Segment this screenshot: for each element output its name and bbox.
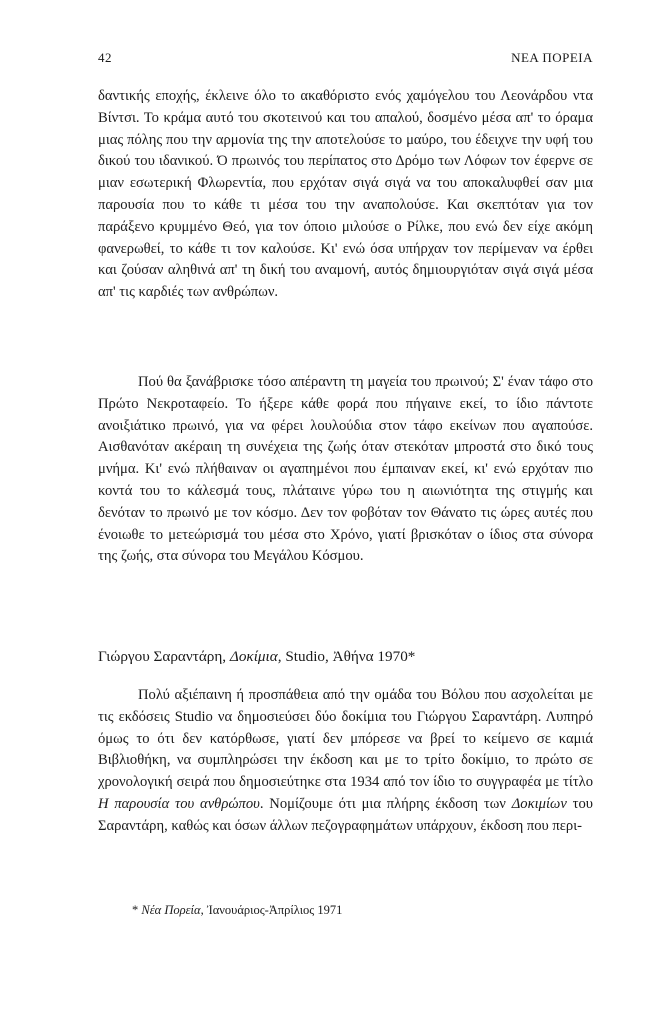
footnote-date: , Ἰανουάριος-Ἀπρίλιος 1971 [200, 903, 343, 917]
paragraph-3 [98, 685, 593, 838]
review-publication-info: Studio, Ἀθήνα 1970* [281, 648, 416, 665]
footnote-journal: Νέα Πορεία [141, 903, 201, 917]
paragraph-2: Πού θα ξανάβρισκε τόσο απέραντη τη μαγεία του πρωινού; Σ' έναν τάφο στο Πρώτο Νεκροταφείο. Το ήξερε κάθε φορά που πήγαινε εκεί, το ίδιο πάντοτε ανοιξιάτικο πρωινό, για να φέρει λουλούδια στον τάφο εκείνων που αγαπούσε. Αισθανόταν ακέραιη τη συνέχεια της ζωής όταν στεκόταν μπροστά στο δικό τους μνήμα. Κι' ενώ πλήθαιναν οι αγαπημένοι που έμπαιναν εκεί, κι' ενώ ερχόταν πιο κοντά του το κάλεσμά τους, πλάταινε γύρω του η αιωνιότητα της στιγμής και δενόταν το πρωινό με τον κόσμο. Δεν τον φοβόταν τον Θάνατο τις ώρες αυτές που ένοιωθε το μετεώρισμά του μέσα στο Χρόνο, γιατί βρισκόταν ο ίδιος στα σύνορα της ζωής, στα σύνορα του Μεγάλου Κόσμου. [98, 374, 593, 565]
review-book-title: Δοκίμια, [229, 648, 282, 665]
paragraph-3-title-1: Η παρουσία του ανθρώπου [98, 795, 260, 812]
paragraph-1: δαντικής εποχής, έκλεινε όλο το ακαθόριστο ενός χαμόγελου του Λεονάρδου ντα Βίντσι. Το κράμα αυτό του σκοτεινού και του απαλού, δοσμένο μέσα απ' το όραμα μιας πόλης που την αρμονία της την αποτελούσε το μαύρο, του έδειχνε την υφή του δικού του ιδανικού. Ό πρωινός του περίπατος στο Δρόμο των Λόφων τον έφερνε σε μιαν εσωτερική Φλωρεντία, που ερχόταν σιγά σιγά να του αποκαλυφθεί σαν μια παρουσία που το κάθε τι μέσα του την αναπολούσε. Και σκεπτόταν για τον παράξενο κρυμμένο Θεό, για τον όποιο μιλούσε ο Ρίλκε, που ενώ δεν είχε ακόμη φανερωθεί, το κάθε τι τον καλούσε. Κι' ενώ όσα υπήρχαν τον περίμεναν να έρθει και ζούσαν αληθινά απ' τη δική του αναμονή, αυτός δημιουργιόταν σιγά σιγά μέσα απ' τις καρδιές των ανθρώπων. [98, 88, 593, 301]
paragraph-3-text-1: Πολύ αξιέπαινη ή προσπάθεια από την ομάδα του Βόλου που ασχολείται με τις εκδόσεις Studio να δημοσιεύσει δύο δοκίμια του Γιώργου Σαραντάρη. Λυπηρό όμως το ότι δεν κατόρθωσε, γιατί δεν μπόρεσε να βρεί το κείμενο σε καμιά Βιβλιοθήκη, να συμπληρώσει την έκδοση και με το τρίτο δοκίμιο, το πρώτο σε χρονολογική σειρά που δημοσιεύτηκε στα 1934 από τον ίδιο το συγγραφέα με τίτλο [98, 687, 593, 791]
page-number: 42 [98, 50, 112, 65]
paragraph-2-block [98, 372, 593, 568]
review-heading [98, 648, 593, 666]
footnote [132, 903, 342, 918]
paragraph-1-block [98, 86, 593, 304]
paragraph-3-text-2: . Νομίζουμε ότι μια πλήρης έκδοση των [259, 795, 512, 812]
paragraph-3-block [98, 685, 593, 838]
paragraph-3-title-2: Δοκιμίων [511, 795, 567, 812]
paragraph-3-text-3: του Σαραντάρη, καθώς και όσων άλλων πεζογραφημάτων υπάρχουν, έκδοση που περι- [98, 795, 594, 834]
review-author: Γιώργου Σαραντάρη, [98, 648, 230, 665]
running-title: ΝΕΑ ΠΟΡΕΙΑ [511, 50, 593, 65]
page-header [98, 50, 593, 66]
footnote-marker: * [132, 903, 142, 917]
